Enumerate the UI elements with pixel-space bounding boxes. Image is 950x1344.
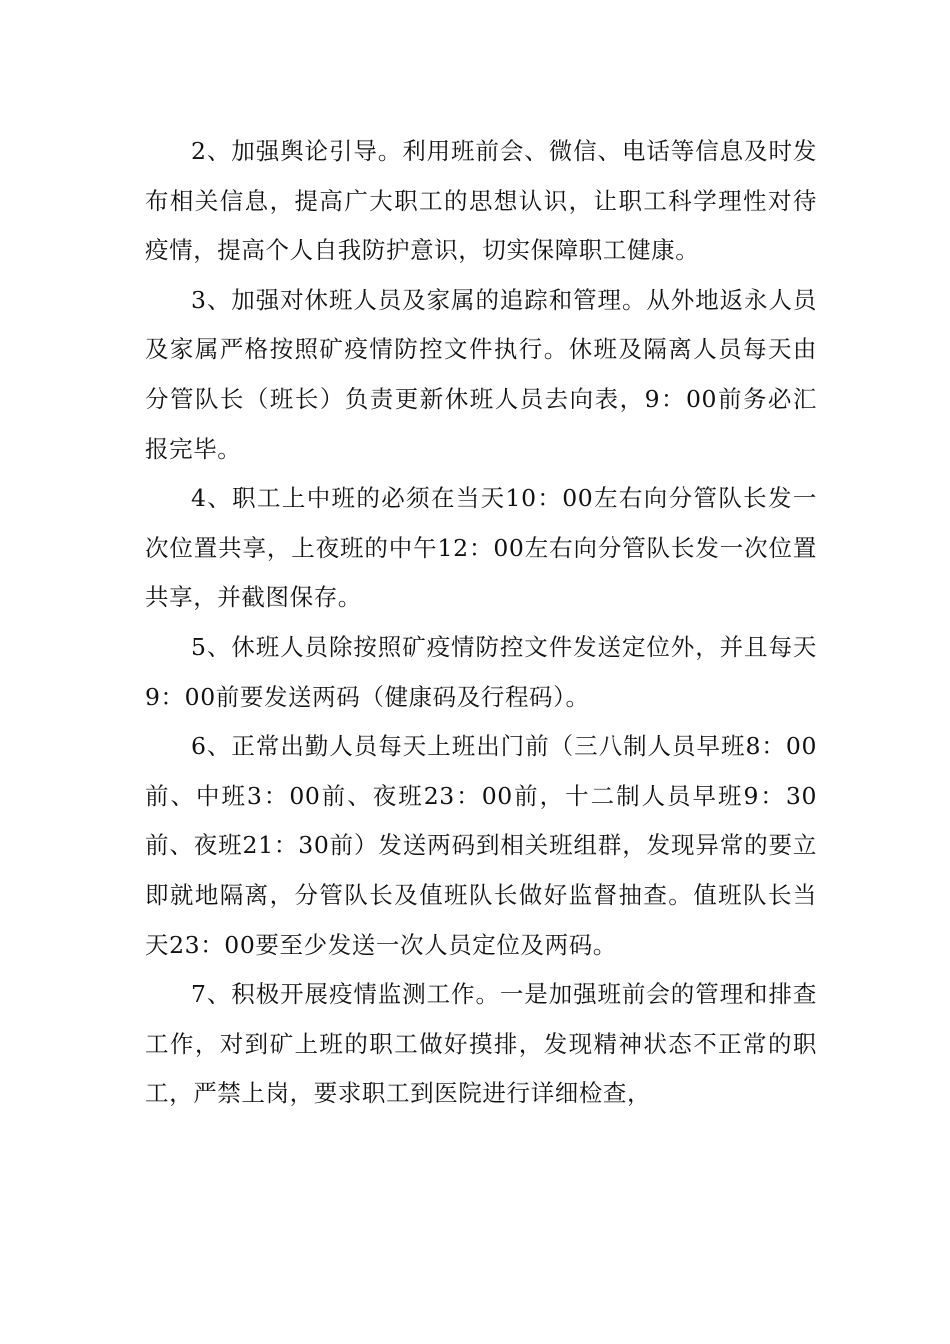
- paragraph-5: 5、休班人员除按照矿疫情防控文件发送定位外，并且每天9：00前要发送两码（健康码及行程码）。: [145, 632, 817, 711]
- document-page: [145, 127, 817, 1119]
- paragraph-6: 6、正常出勤人员每天上班出门前（三八制人员早班8：00前、中班3：00前、夜班23：00前，十二制人员早班9：30前、夜班21：30前）发送两码到相关班组群，发现异常的要立即就地隔离，分管队长及值班队长做好监督抽查。值班队长当天23：00要至少发送一次人员定位及两码。: [145, 732, 817, 959]
- paragraph-2: 2、加强舆论引导。利用班前会、微信、电话等信息及时发布相关信息，提高广大职工的思想认识，让职工科学理性对待疫情，提高个人自我防护意识，切实保障职工健康。: [145, 137, 817, 265]
- paragraph-3: 3、加强对休班人员及家属的追踪和管理。从外地返永人员及家属严格按照矿疫情防控文件执行。休班及隔离人员每天由分管队长（班长）负责更新休班人员去向表，9：00前务必汇报完毕。: [145, 285, 817, 463]
- paragraph-4: 4、职工上中班的必须在当天10：00左右向分管队长发一次位置共享，上夜班的中午12：00左右向分管队长发一次位置共享，并截图保存。: [145, 484, 817, 612]
- paragraph-7: 7、积极开展疫情监测工作。一是加强班前会的管理和排查工作，对到矿上班的职工做好摸排，发现精神状态不正常的职工，严禁上岗，要求职工到医院进行详细检查，: [145, 980, 817, 1108]
